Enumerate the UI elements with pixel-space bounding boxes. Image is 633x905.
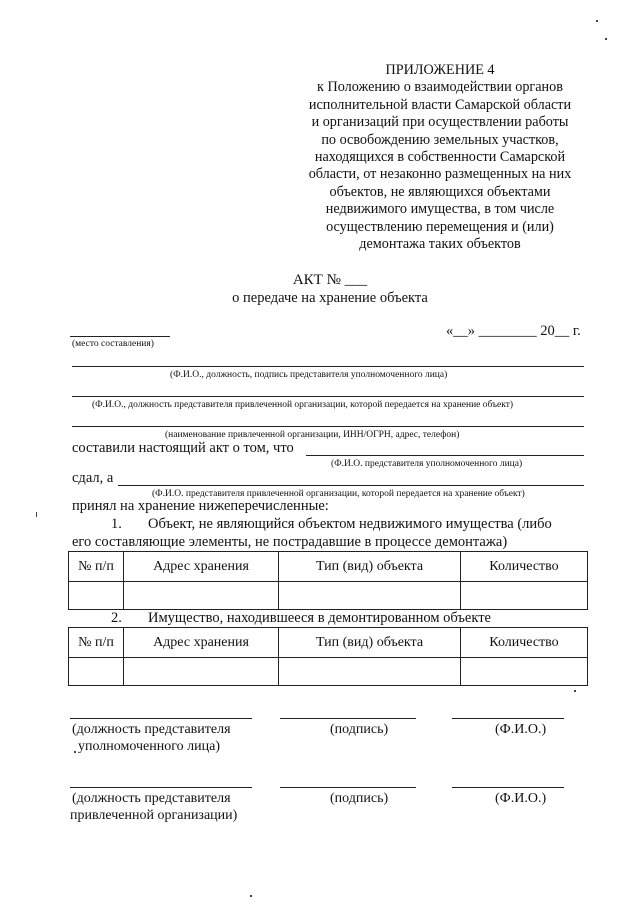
scan-speck — [36, 512, 37, 517]
appendix-line: объектов, не являющихся объектами — [329, 183, 551, 200]
sig1-position-line — [70, 718, 252, 719]
table-cell[interactable] — [461, 658, 588, 686]
sig2-sign-line — [280, 787, 416, 788]
table-cell[interactable] — [279, 582, 461, 610]
appendix-line: осуществлению перемещения и (или) — [326, 218, 554, 235]
sig2-name-caption: (Ф.И.О.) — [495, 791, 547, 806]
date-field: «__» ________ 20__ г. — [446, 323, 581, 339]
item1-number: 1. — [111, 516, 122, 532]
org-rep-line — [72, 396, 584, 397]
rep-sign-caption: (Ф.И.О., должность, подпись представителя уполномоченного лица) — [170, 370, 448, 380]
accepted-text: принял на хранение нижеперечисленные: — [72, 498, 329, 514]
table-cell[interactable] — [69, 658, 124, 686]
appendix-title: ПРИЛОЖЕНИЕ 4 — [385, 62, 495, 78]
sig2-name-line — [452, 787, 564, 788]
appendix-line: к Положению о взаимодействии органов — [317, 79, 563, 96]
appendix-line: находящихся в собственности Самарской — [314, 149, 566, 166]
storage-table-2 — [68, 627, 588, 686]
header-cell-address: Адрес хранения — [124, 552, 279, 582]
org-rep2-caption: (Ф.И.О. представителя привлеченной организации, которой передается на хранение объект) — [152, 489, 525, 499]
header-cell-quantity: Количество — [461, 628, 588, 658]
org-info-line — [72, 426, 584, 427]
sig2-sign-caption: (подпись) — [330, 791, 389, 806]
rep-sign-line — [72, 366, 584, 367]
sig1-sign-line — [280, 718, 416, 719]
place-caption: (место составления) — [72, 339, 154, 349]
org-info-caption: (наименование привлеченной организации, ИНН/ОГРН, адрес, телефон) — [165, 430, 460, 440]
sig1-sign-caption: (подпись) — [330, 722, 389, 737]
table-row — [69, 658, 588, 686]
table-row — [69, 582, 588, 610]
appendix-line: демонтажа таких объектов — [359, 236, 521, 253]
auth-rep-caption: (Ф.И.О. представителя уполномоченного лица) — [331, 459, 523, 469]
gave-text: сдал, а — [72, 470, 114, 486]
scan-speck — [250, 895, 252, 897]
sig1-name-line — [452, 718, 564, 719]
item2-text: Имущество, находившееся в демонтированном объекте — [148, 610, 491, 626]
appendix-line: по освобождению земельных участков, — [321, 131, 559, 148]
table-cell[interactable] — [279, 658, 461, 686]
table-cell[interactable] — [69, 582, 124, 610]
scan-speck — [596, 20, 598, 22]
act-subtitle: о передаче на хранение объекта — [232, 290, 428, 306]
gave-line — [118, 485, 584, 486]
sig1-name-caption: (Ф.И.О.) — [495, 722, 547, 737]
table-cell[interactable] — [124, 658, 279, 686]
appendix-line: исполнительной власти Самарской области — [308, 96, 572, 113]
appendix-line: и организаций при осуществлении работы — [311, 114, 569, 131]
header-cell-type: Тип (вид) объекта — [279, 628, 461, 658]
scan-speck — [605, 38, 607, 40]
scan-speck — [574, 690, 576, 692]
header-cell-number: № п/п — [69, 628, 124, 658]
appendix-line: области, от незаконно размещенных на них — [308, 166, 572, 183]
sig1-position-caption: (должность представителя — [72, 722, 231, 737]
header-cell-type: Тип (вид) объекта — [279, 552, 461, 582]
sig2-position-caption-cont: привлеченной организации) — [70, 808, 238, 823]
header-cell-quantity: Количество — [461, 552, 588, 582]
sig2-position-line — [70, 787, 252, 788]
table-header-row — [69, 552, 588, 582]
table-header-row — [69, 628, 588, 658]
composed-text: составили настоящий акт о том, что — [72, 440, 294, 456]
place-line — [70, 336, 170, 337]
item1-text: Объект, не являющийся объектом недвижимого имущества (либо — [148, 516, 552, 532]
sig1-position-caption-cont: уполномоченного лица) — [78, 739, 220, 754]
appendix-line: недвижимого имущества, в том числе — [325, 201, 555, 218]
table-cell[interactable] — [461, 582, 588, 610]
table-cell[interactable] — [124, 582, 279, 610]
header-cell-address: Адрес хранения — [124, 628, 279, 658]
act-title: АКТ № ___ — [292, 272, 368, 288]
storage-table-1 — [68, 551, 588, 610]
composed-line — [306, 455, 584, 456]
header-cell-number: № п/п — [69, 552, 124, 582]
appendix-block — [270, 62, 610, 253]
item2-number: 2. — [111, 610, 122, 626]
scan-speck — [74, 751, 76, 753]
item1-text-cont: его составляющие элементы, не пострадавшие в процессе демонтажа) — [72, 534, 508, 550]
sig2-position-caption: (должность представителя — [72, 791, 231, 806]
org-rep-caption: (Ф.И.О., должность представителя привлеченной организации, которой передается на хранение объект) — [92, 400, 514, 410]
